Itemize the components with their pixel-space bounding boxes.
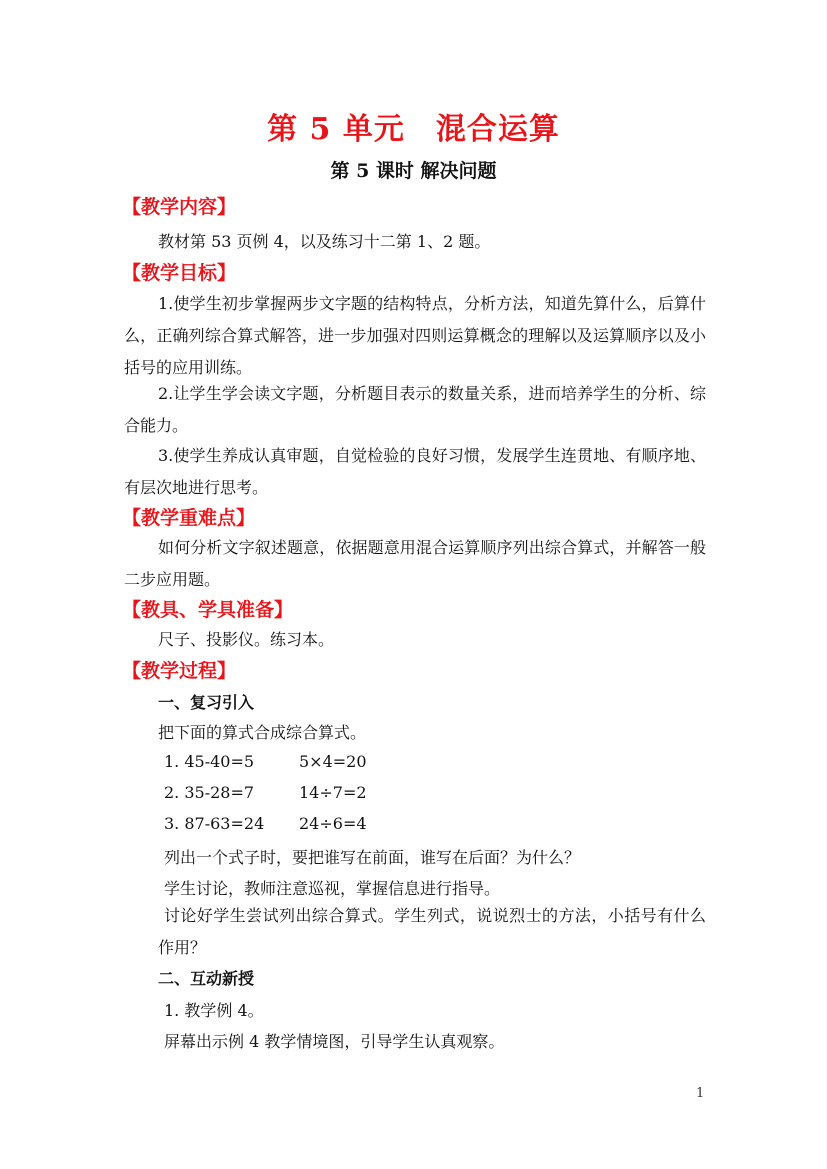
discussion-text: 学生讨论，教师注意巡视，掌握信息进行指导。 — [164, 879, 501, 898]
screen-instruction: 屏幕出示例 4 教学情境图，引导学生认真观察。 — [164, 1032, 505, 1051]
goal-item-3: 3.使学生养成认真审题，自觉检验的良好习惯，发展学生连贯地、有顺序地、有层次地进行思考。 — [124, 446, 706, 497]
equation-1-left: 1. 45-40=5 — [164, 752, 255, 771]
ordering-question: 列出一个式子时，要把谁写在前面，谁写在后面？为什么？ — [164, 848, 581, 867]
review-intro: 把下面的算式合成综合算式。 — [158, 723, 367, 742]
heading-teaching-content: 【教学内容】 — [122, 196, 237, 218]
teaching-content-text: 教材第 53 页例 4，以及练习十二第 1、2 题。 — [158, 232, 491, 251]
heading-teaching-goals: 【教学目标】 — [122, 262, 237, 284]
equation-3-right: 24÷6=4 — [299, 814, 367, 833]
unit-title: 第 5 单元 混合运算 — [267, 112, 560, 147]
equation-2-left: 2. 35-28=7 — [164, 783, 255, 802]
heading-key-points: 【教学重难点】 — [122, 507, 256, 529]
heading-teaching-process: 【教学过程】 — [122, 660, 237, 682]
equation-2-right: 14÷7=2 — [299, 783, 367, 802]
tools-text: 尺子、投影仪。练习本。 — [158, 630, 335, 649]
part-review-title: 一、复习引入 — [158, 693, 255, 712]
key-points-text: 如何分析文字叙述题意，依据题意用混合运算顺序列出综合算式，并解答一般二步应用题。 — [124, 538, 706, 589]
example-title: 1. 教学例 4。 — [164, 1001, 264, 1020]
equation-1-right: 5×4=20 — [299, 752, 367, 771]
goal-item-1: 1.使学生初步掌握两步文字题的结构特点，分析方法，知道先算什么，后算什么，正确列综合算式解答，进一步加强对四则运算概念的理解以及运算顺序以及小括号的应用训练。 — [124, 294, 706, 377]
lesson-subtitle: 第 5 课时 解决问题 — [330, 160, 497, 182]
page-number: 1 — [696, 1086, 705, 1101]
try-text: 讨论好学生尝试列出综合算式。学生列式，说说烈士的方法，小括号有什么作用？ — [158, 906, 706, 957]
part-new-lesson-title: 二、互动新授 — [158, 969, 255, 988]
heading-tools: 【教具、学具准备】 — [122, 599, 294, 621]
goal-item-2: 2.让学生学会读文字题，分析题目表示的数量关系，进而培养学生的分析、综合能力。 — [124, 384, 706, 435]
equation-3-left: 3. 87-63=24 — [164, 814, 265, 833]
